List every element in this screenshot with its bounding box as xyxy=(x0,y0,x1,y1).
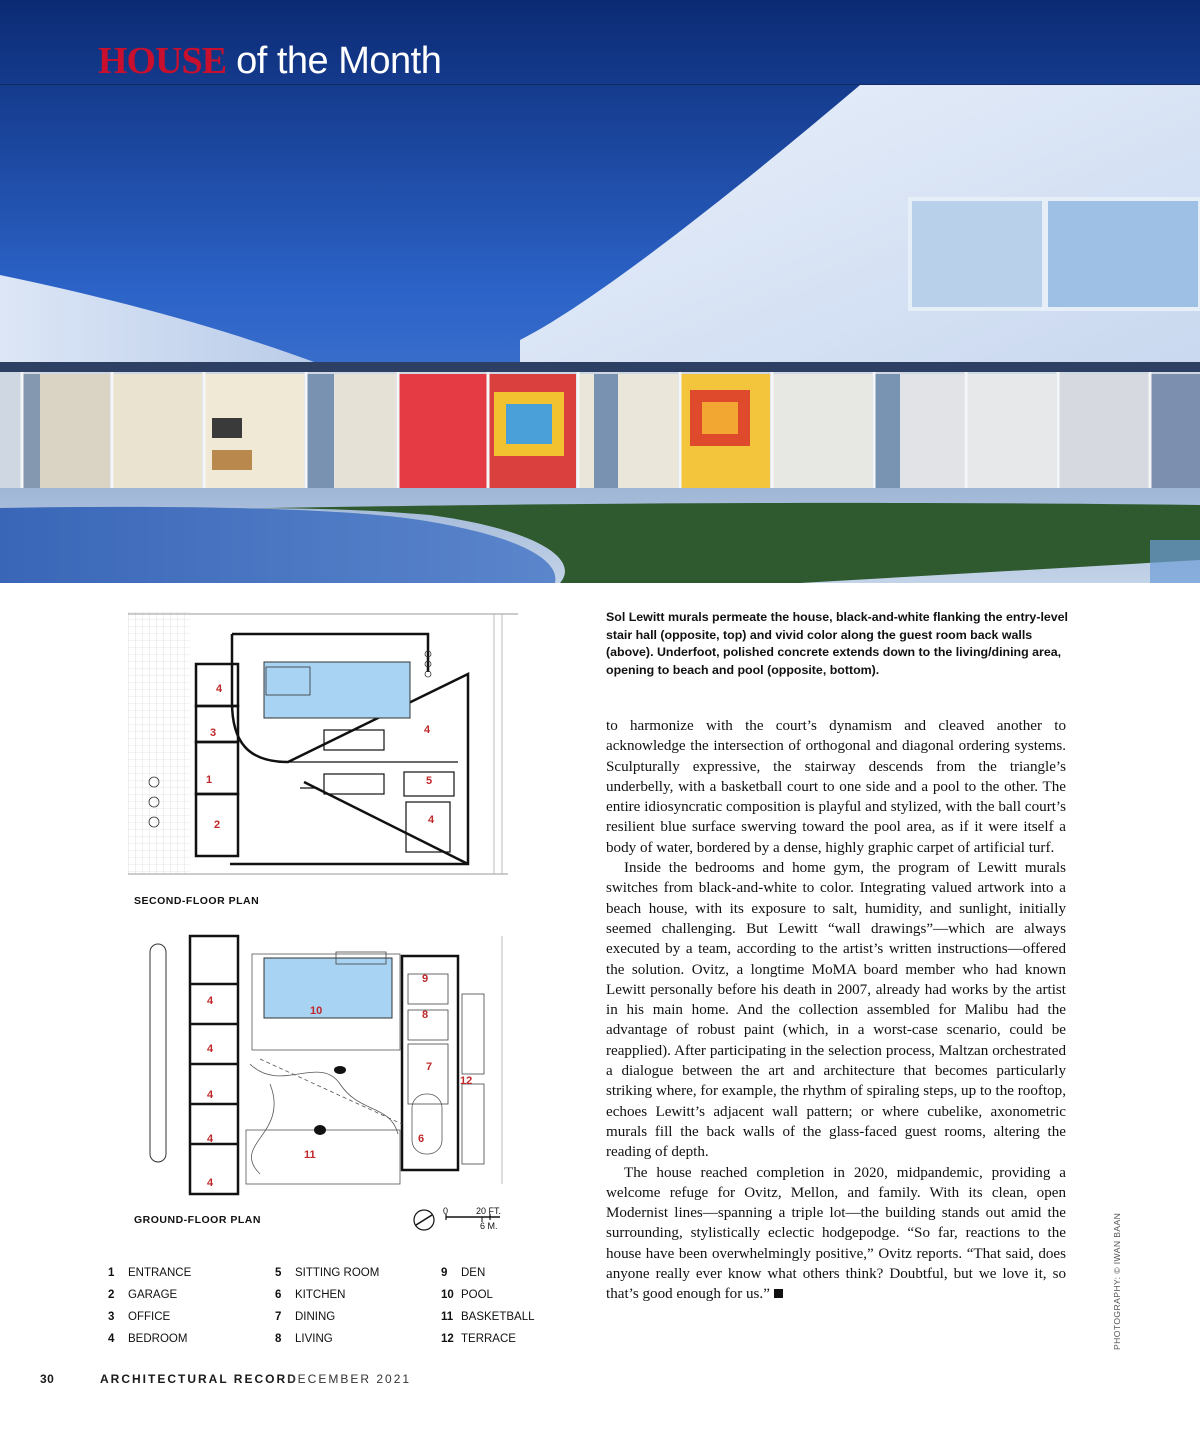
publication-name: ARCHITECTURAL RECORD xyxy=(100,1372,298,1386)
legend-item: 8 LIVING xyxy=(275,1333,333,1345)
plan1-label: 6 xyxy=(418,1133,425,1145)
plan1-label: 4 xyxy=(207,1089,214,1101)
plan2-label: 5 xyxy=(426,775,433,787)
photo-caption: Sol Lewitt murals permeate the house, black-and-white flanking the entry-level stair hall (opposite, top) and vivid color along the guest room back walls (above). Underfoot, polished concrete extends down to the living/dining area, opening to beach and pool (opposite, bottom). xyxy=(606,610,1068,677)
article-paragraph-text: The house reached completion in 2020, midpandemic, providing a welcome refuge for Ovitz, Mellon, and family. With its clean, open Modernist lines—spanning a triple lot—the building stands out amid the surrounding, stylistically eclectic hodgepodge. “So far, reactions to the house have been overwhelmingly positive,” Ovitz reports. “That said, does anyone really ever know what others think? Doubtful, but we love it, so that’s good enough for us.” xyxy=(606,1164,1066,1303)
scale-zero: 0 xyxy=(443,1206,449,1216)
legend-item: 3 OFFICE xyxy=(108,1311,171,1323)
section-title-rest: of the Month xyxy=(226,40,442,82)
article-paragraph: to harmonize with the court’s dynamism and cleaved another to acknowledge the intersection of orthogonal and diagonal ordering systems. Sculpturally expressive, the stairway descends from the triangle’s underbelly, with a basketball court to one side and a pool to the other. The entire idiosyncratic composition is playful and stylized, with the ball court’s resilient blue surface swerving toward the pool area, as if it were itself a body of water, bordered by a dense, highly graphic carpet of artificial turf. xyxy=(606,718,1066,856)
ground-floor-plan xyxy=(140,934,520,1196)
legend-item: 6 KITCHEN xyxy=(275,1289,346,1301)
house-exterior-illustration xyxy=(0,0,1200,583)
section-title xyxy=(98,38,441,84)
end-mark-icon xyxy=(774,1289,783,1298)
legend-item: 5 SITTING ROOM xyxy=(275,1267,380,1279)
plan2-label: 1 xyxy=(206,774,213,786)
plan1-label: 7 xyxy=(426,1061,433,1073)
plan1-label: 12 xyxy=(460,1075,473,1087)
scale-meters: 6 M. xyxy=(480,1221,498,1231)
plan2-label: 4 xyxy=(216,683,223,695)
page-number: 30 xyxy=(40,1372,55,1386)
plan2-label: 2 xyxy=(214,819,221,831)
plan1-label: 11 xyxy=(304,1149,316,1161)
article-body xyxy=(606,716,1066,1305)
hero-photo xyxy=(0,0,1200,583)
legend-item: 10 POOL xyxy=(441,1289,493,1301)
scale-feet: 20 FT. xyxy=(476,1206,502,1216)
ground-floor-plan-label: GROUND-FLOOR PLAN xyxy=(134,1214,261,1226)
legend-item: 7 DINING xyxy=(275,1311,336,1323)
legend-item: 1 ENTRANCE xyxy=(108,1267,192,1279)
plan1-label: 4 xyxy=(207,1043,214,1055)
plan2-label: 4 xyxy=(424,724,431,736)
issue-date: DECEMBER 2021 xyxy=(287,1372,412,1386)
plan1-label: 9 xyxy=(422,973,429,985)
article-paragraph: Inside the bedrooms and home gym, the program of Lewitt murals switches from black-and-white to color. Integrating valued artwork into a beach house, with its exposure to salt, humidity, and sunlight, initially seemed challenging. But Lewitt “wall drawings”—which are always executed by a team, according to the artist’s written instructions—offered the solution. Ovitz, a longtime MoMA board member who had known Lewitt personally before his death in 2007, already had works by the artist in his main home. And the collection assembled for Malibu had the advantage of robust paint (which, in a worst-case scenario, could be reapplied). After participating in the selection process, Maltzan orchestrated a dialogue between the art and architecture that becomes particularly striking where, for example, the rhythm of spiraling steps, up to the rooftop, echoes Lewitt’s adjacent wall pattern; or where cubelike, axonometric murals fill the back walls of the glass-faced guest rooms, altering the reading of depth. xyxy=(606,860,1066,1161)
glass-facade xyxy=(22,372,1200,490)
plan1-label: 4 xyxy=(207,995,214,1007)
article-paragraph xyxy=(606,1163,1066,1305)
plan1-label: 4 xyxy=(207,1133,214,1145)
legend-item: 12 TERRACE xyxy=(441,1333,516,1345)
legend-item: 11 BASKETBALL xyxy=(441,1311,535,1323)
scale-bar xyxy=(410,1205,510,1235)
photo-credit: PHOTOGRAPHY: © IWAN BAAN xyxy=(1112,1212,1122,1350)
second-floor-plan-label: SECOND-FLOOR PLAN xyxy=(134,895,260,907)
header-rule xyxy=(0,84,1200,85)
plan2-label: 3 xyxy=(210,727,217,739)
plan2-label: 4 xyxy=(428,814,435,826)
plan1-label: 4 xyxy=(207,1177,214,1189)
legend-item: 2 GARAGE xyxy=(108,1289,178,1301)
section-title-house: HOUSE xyxy=(98,40,227,82)
plan1-label: 10 xyxy=(310,1005,323,1017)
legend-item: 4 BEDROOM xyxy=(108,1333,188,1345)
second-floor-plan xyxy=(128,612,528,882)
plan1-label: 8 xyxy=(422,1009,429,1021)
legend-item: 9 DEN xyxy=(441,1267,486,1279)
